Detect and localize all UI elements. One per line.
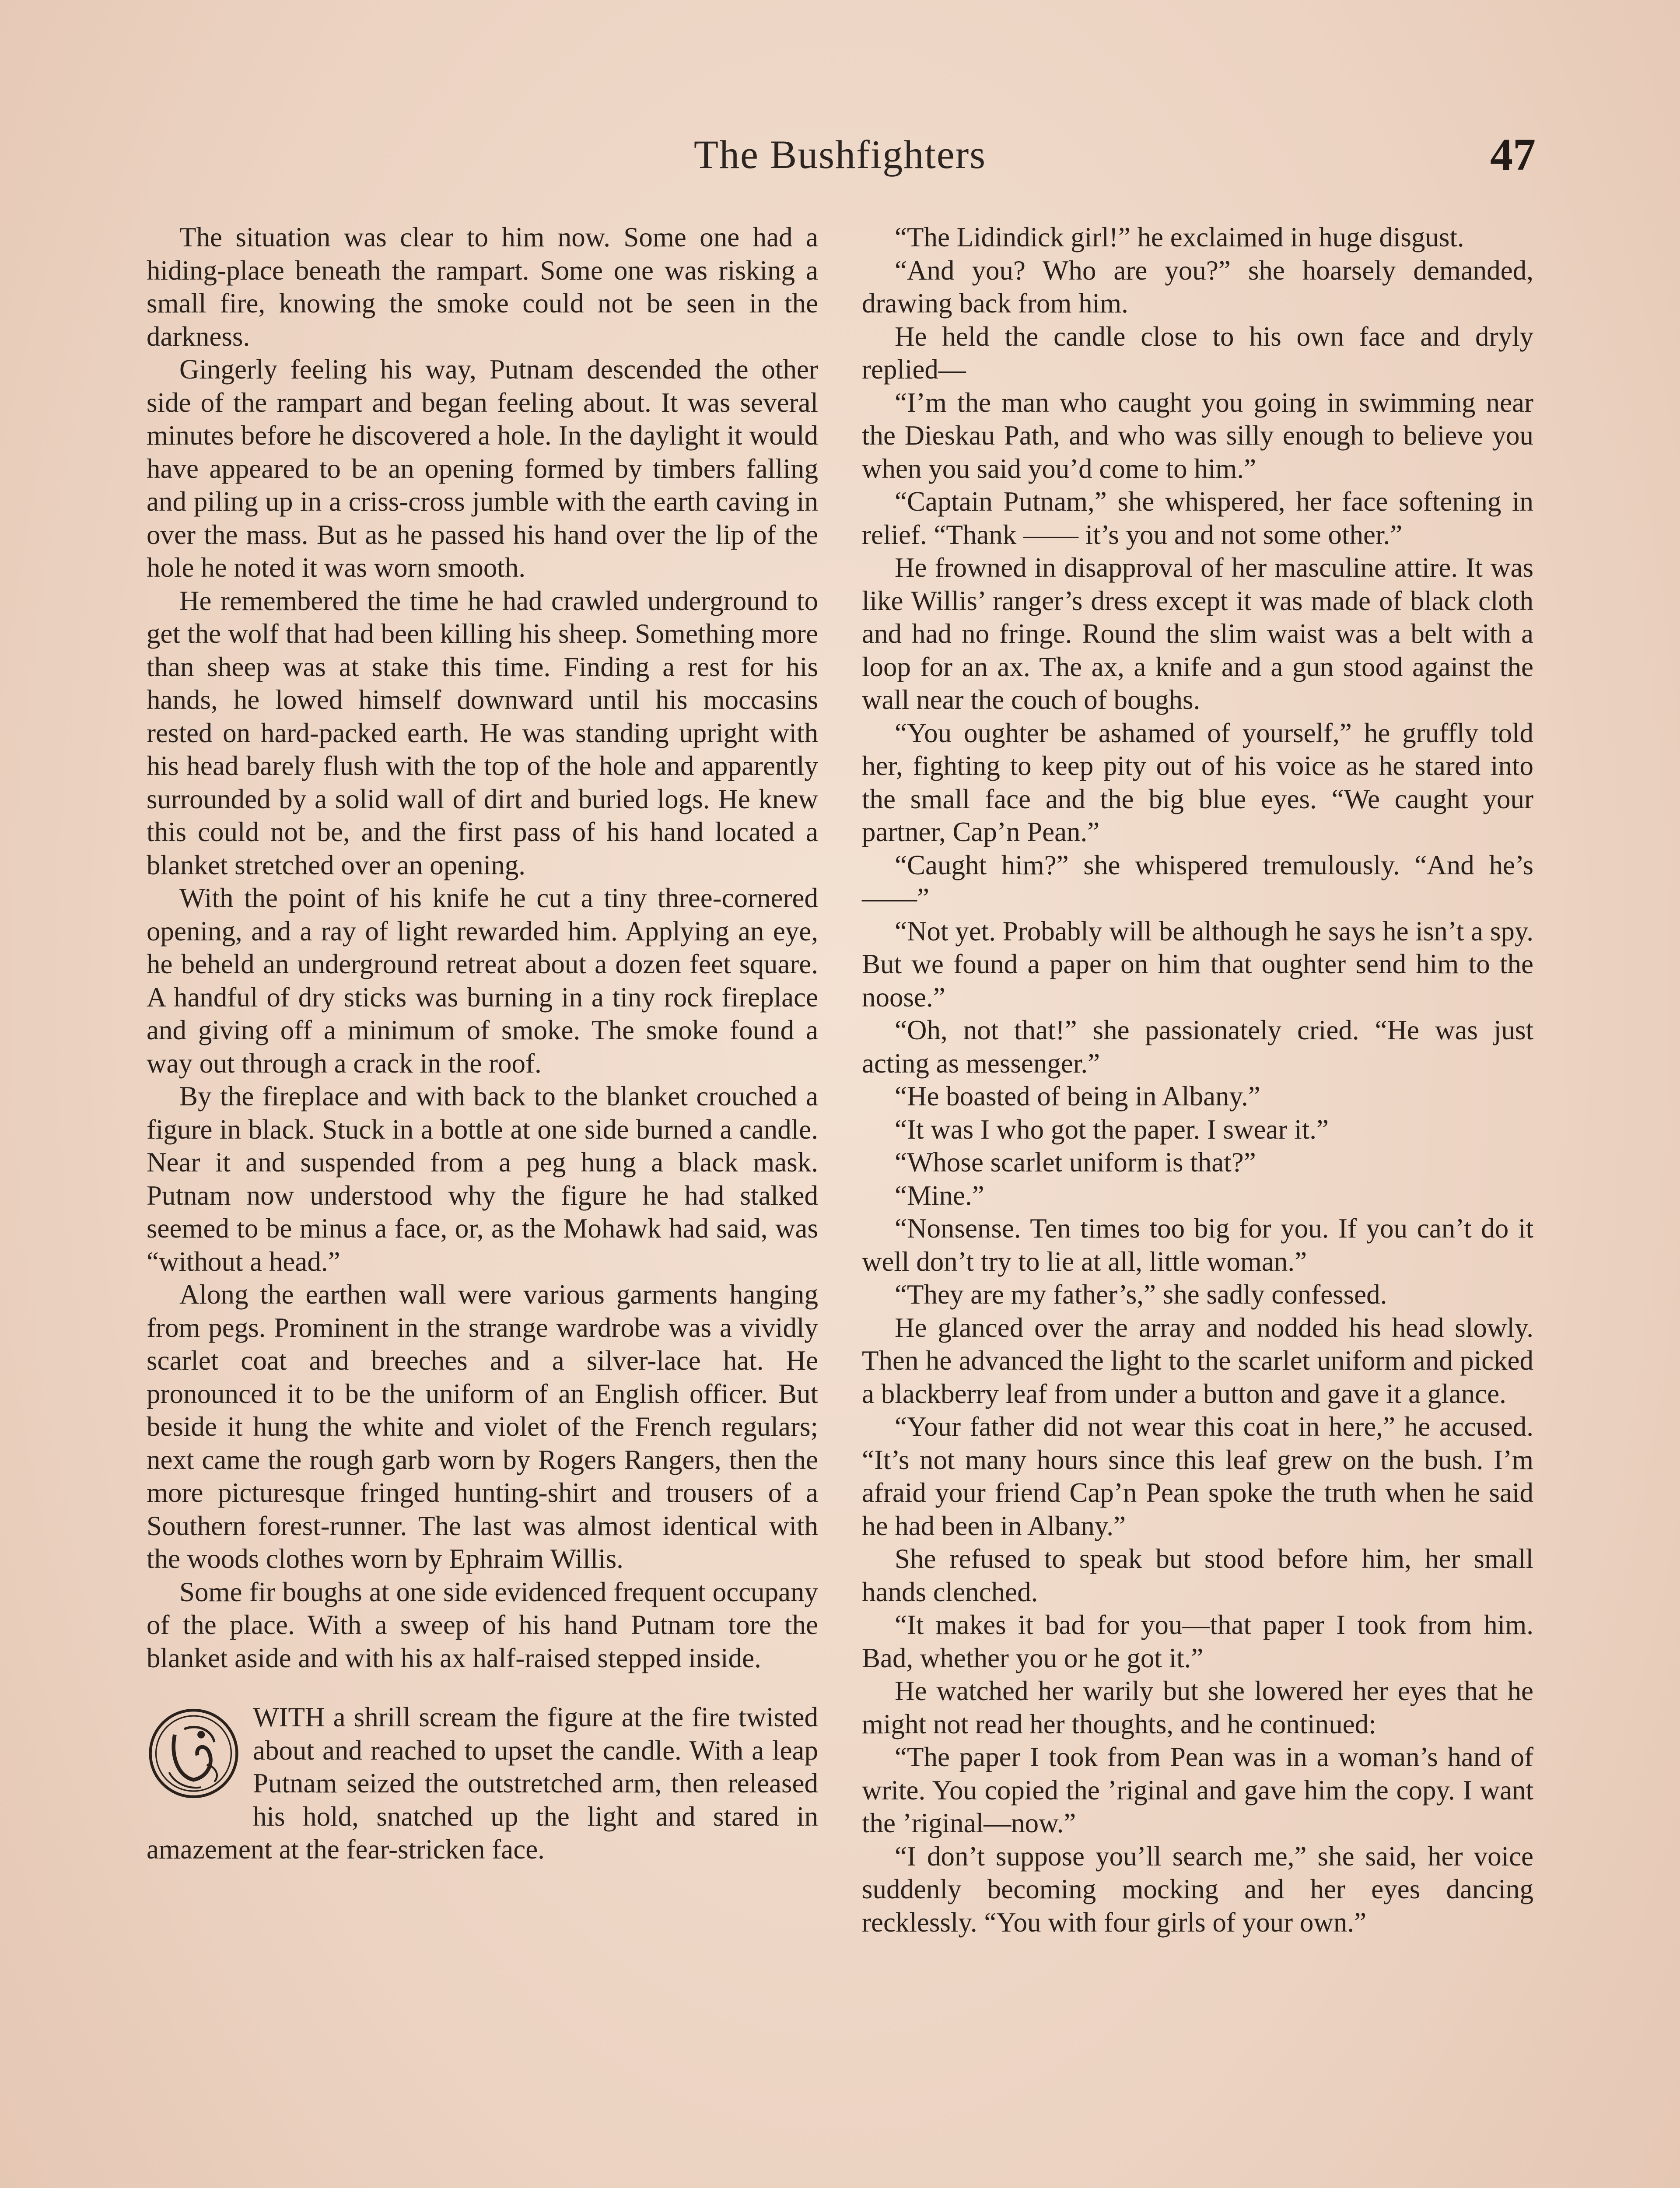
running-title: The Bushfighters	[693, 132, 987, 177]
paragraph: He held the candle close to his own face and dryly replied—	[862, 321, 1533, 385]
paragraph: “Whose scarlet uniform is that?”	[895, 1147, 1256, 1178]
paragraph: “Mine.”	[895, 1180, 984, 1211]
paragraph: “Captain Putnam,” she whispered, her face softening in relief. “Thank —— it’s you and not some other.”	[862, 486, 1533, 550]
paragraph: “They are my father’s,” she sadly confessed.	[895, 1279, 1387, 1310]
ornamental-initial-icon	[147, 1705, 241, 1802]
paragraph: He remembered the time he had crawled underground to get the wolf that had been killing his sheep. Something more than sheep was at stake this time. Finding a rest for his hands, he lowed himself downward until his moccasins rested on hard-packed earth. He was standing upright with his head barely flush with the top of the hole and apparently surrounded by a solid wall of dirt and buried logs. He knew this could not be, and the first pass of his hand located a blanket stretched over an opening.	[147, 585, 818, 880]
right-column	[862, 221, 1533, 1939]
dropcap-paragraph-text: WITH a shrill scream the figure at the fire twisted about and reached to upset the candle. With a leap Putnam seized the outstretched arm, then released his hold, snatched up the light and stared in amazement at the fear-stricken face.	[147, 1702, 818, 1865]
paragraph: “He boasted of being in Albany.”	[895, 1081, 1260, 1112]
paragraph: “Caught him?” she whispered tremulously. “And he’s——”	[862, 849, 1533, 913]
paragraph: “The Lidindick girl!” he exclaimed in huge disgust.	[895, 222, 1464, 252]
paragraph: “The paper I took from Pean was in a woman’s hand of write. You copied the ’riginal and gave him the copy. I want the ’riginal—now.”	[862, 1742, 1533, 1838]
dropcap-paragraph	[147, 1701, 818, 1866]
paragraph: “Not yet. Probably will be although he says he isn’t a spy. But we found a paper on him that oughter send him to the noose.”	[862, 915, 1533, 1013]
paragraph: The situation was clear to him now. Some one had a hiding-place beneath the rampart. Some one was risking a small fire, knowing the smoke could not be seen in the darkness.	[147, 222, 818, 352]
paragraph: By the fireplace and with back to the blanket crouched a figure in black. Stuck in a bottle at one side burned a candle. Near it and suspended from a peg hung a black mask. Putnam now understood why the figure he had stalked seemed to be minus a face, or, as the Mohawk had said, was “without a head.”	[147, 1081, 818, 1277]
paragraph: “And you? Who are you?” she hoarsely demanded, drawing back from him.	[862, 255, 1533, 319]
paragraph: Gingerly feeling his way, Putnam descended the other side of the rampart and began feeling about. It was several minutes before he discovered a hole. In the daylight it would have appeared to be an opening formed by timbers falling and piling up in a criss-cross jumble with the earth caving in over the mass. But as he passed his hand over the lip of the hole he noted it was worn smooth.	[147, 354, 818, 583]
left-column	[147, 221, 818, 1866]
paragraph: “Oh, not that!” she passionately cried. “He was just acting as messenger.”	[862, 1015, 1533, 1079]
paragraph: He watched her warily but she lowered her eyes that he might not read her thoughts, and he continued:	[862, 1676, 1533, 1739]
paragraph: She refused to speak but stood before him, her small hands clenched.	[862, 1543, 1533, 1607]
paragraph: With the point of his knife he cut a tiny three-cornered opening, and a ray of light rewarded him. Applying an eye, he beheld an underground retreat about a dozen feet square. A handful of dry sticks was burning in a tiny rock fireplace and giving off a minimum of smoke. The smoke found a way out through a crack in the roof.	[147, 883, 818, 1079]
page-number: 47	[1490, 130, 1536, 180]
paragraph: “You oughter be ashamed of yourself,” he gruffly told her, fighting to keep pity out of his voice as he stared into the small face and the big blue eyes. “We caught your partner, Cap’n Pean.”	[862, 717, 1533, 847]
paragraph: “It makes it bad for you—that paper I took from him. Bad, whether you or he got it.”	[862, 1609, 1533, 1673]
paragraph: “I don’t suppose you’ll search me,” she said, her voice suddenly becoming mocking and her eyes dancing recklessly. “You with four girls of your own.”	[862, 1841, 1533, 1938]
paragraph: Some fir boughs at one side evidenced frequent occupany of the place. With a sweep of his hand Putnam tore the blanket aside and with his ax half-raised stepped inside.	[147, 1576, 818, 1673]
paragraph: He glanced over the array and nodded his head slowly. Then he advanced the light to the scarlet uniform and picked a blackberry leaf from under a button and gave it a glance.	[862, 1312, 1533, 1409]
paragraph: “Your father did not wear this coat in here,” he accused. “It’s not many hours since this leaf grew on the bush. I’m afraid your friend Cap’n Pean spoke the truth when he said he had been in Albany.”	[862, 1411, 1533, 1541]
paragraph: “Nonsense. Ten times too big for you. If you can’t do it well don’t try to lie at all, little woman.”	[862, 1213, 1533, 1277]
page-header	[144, 123, 1536, 184]
paragraph: Along the earthen wall were various garments hanging from pegs. Prominent in the strange wardrobe was a vividly scarlet coat and breeches and a silver-lace hat. He pronounced it to be the uniform of an English officer. But beside it hung the white and violet of the French regulars; next came the rough garb worn by Rogers Rangers, then the more picturesque fringed hunting-shirt and trousers of a Southern forest-runner. The last was almost identical with the woods clothes worn by Ephraim Willis.	[147, 1279, 818, 1574]
paragraph: “It was I who got the paper. I swear it.”	[895, 1114, 1329, 1145]
paragraph: He frowned in disapproval of her masculine attire. It was like Willis’ ranger’s dress except it was made of black cloth and had no fringe. Round the slim waist was a belt with a loop for an ax. The ax, a knife and a gun stood against the wall near the couch of boughs.	[862, 552, 1533, 715]
paragraph: “I’m the man who caught you going in swimming near the Dieskau Path, and who was silly enough to believe you when you said you’d come to him.”	[862, 387, 1533, 484]
